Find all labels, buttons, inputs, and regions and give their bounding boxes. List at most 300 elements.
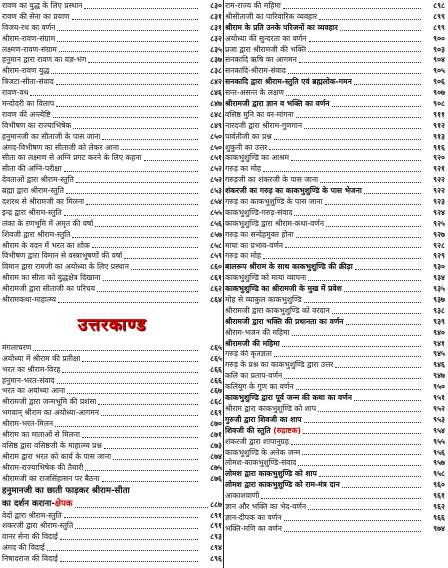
entry-title: कलि का प्रताप-वर्णन — [225, 371, 283, 381]
toc-row — [225, 448, 445, 459]
toc-row — [225, 66, 445, 77]
entry-title: श्रीरामजी द्वारा सीताजी का परिचय — [2, 284, 96, 294]
entry-title: आकाशवाणी — [225, 491, 260, 501]
toc-row — [2, 153, 222, 164]
leader-dots — [75, 528, 198, 529]
entry-title: वसिष्ठ मुनि का वर-मांगना — [225, 109, 294, 119]
entry-title: भक्ति-मणि का वर्णन — [225, 523, 282, 533]
toc-row — [2, 88, 222, 99]
entry-title: काकभुशुण्डि द्वारा श्रीराम-कथा-वर्णन — [225, 218, 325, 228]
toc-row — [2, 121, 222, 132]
toc-row — [225, 186, 445, 197]
page-number: ८९६ — [210, 554, 222, 564]
leader-dots — [131, 269, 198, 270]
page-number: ९२४ — [433, 207, 445, 217]
page-number: ९०७ — [433, 88, 445, 98]
entry-title: हनुमानजी का सीताजी के पास जाना — [2, 131, 101, 141]
entry-title: विमान द्वारा रामजी का अयोध्या के लिए प्रस्थान — [2, 262, 129, 272]
page-number: ८६७ — [210, 386, 222, 396]
toc-row — [2, 99, 222, 110]
entry-title: श्रीराम-राज्याभिषेक की तैयारी — [2, 462, 84, 472]
highlight-line2-text: का दर्शन कराना- — [2, 498, 55, 509]
entry-title: मन्दोदरी का विलाप — [2, 99, 55, 108]
page-number: ८८७ — [210, 499, 222, 509]
toc-row — [225, 524, 445, 535]
entry-title: शंकरजी द्वारा श्रीराम-स्तुति — [2, 521, 74, 531]
toc-row-stuti — [225, 426, 445, 437]
leader-dots — [86, 204, 198, 205]
leader-dots — [294, 215, 421, 216]
entry-title: लोमश द्वारा काकभुशुण्डि को राम-मंत्र दान — [225, 480, 340, 490]
leader-dots — [354, 400, 421, 401]
toc-row — [225, 121, 445, 132]
page-number: ८५४ — [210, 197, 222, 207]
page-number: ९२५ — [433, 218, 445, 228]
page-number: ९२८ — [433, 240, 445, 250]
page-number: ९५४ — [433, 425, 445, 435]
page-number: ८५७ — [210, 229, 222, 239]
leader-dots — [308, 51, 421, 52]
entry-title: अंगद की विदाई — [2, 543, 45, 553]
leader-dots — [55, 426, 198, 427]
page-number: ९२२ — [433, 186, 445, 196]
entry-title: शुकुनी का उत्तर — [225, 142, 268, 152]
leader-dots — [102, 481, 198, 482]
leader-dots — [296, 237, 421, 238]
toc-row — [225, 164, 445, 175]
entry-title: गरुड़जी का शंकरजी के पास जाना — [225, 175, 319, 185]
leader-dots — [284, 531, 421, 532]
entry-title: गरुड़ की कृतज्ञता — [225, 349, 272, 359]
page-number: ८७१ — [210, 430, 222, 440]
page-number: ९५० — [433, 382, 445, 392]
entry-title: वसिष्ठ द्वारा वसिष्ठजी के माहात्म्य प्रश्न — [2, 440, 102, 450]
page-number: ८३१ — [210, 22, 222, 32]
toc-row — [2, 208, 222, 219]
toc-row — [225, 328, 445, 339]
toc-row — [225, 437, 445, 448]
toc-row — [225, 208, 445, 219]
highlight-line1: हनुमानजी का छाती फाड़कर श्रीराम-सीता — [2, 485, 130, 496]
leader-dots — [326, 226, 421, 227]
page-number: ८७३ — [210, 440, 222, 450]
section-title — [2, 310, 222, 337]
page-number: ८६६ — [210, 375, 222, 385]
page-number: ९४७ — [433, 371, 445, 381]
leader-dots — [304, 422, 421, 423]
leader-dots — [282, 346, 421, 347]
page-number: ८९९ — [433, 11, 445, 21]
entry-title: गरुड़ का मोह — [225, 164, 262, 174]
page-number: ८४२ — [210, 77, 222, 87]
page-number: ८४७ — [210, 99, 222, 108]
toc-row — [2, 77, 222, 88]
page-number: ८३७ — [210, 55, 222, 65]
entry-title: विजय-रथ का वर्णन — [2, 22, 56, 32]
page-number: ८५९ — [210, 251, 222, 261]
entry-title: श्रीराम द्वारा काकभुशुण्डि को शाप — [225, 403, 317, 413]
toc-row — [225, 197, 445, 208]
leader-dots — [144, 160, 199, 161]
leader-dots — [320, 182, 421, 183]
entry-title: शिवजी द्वारा श्रीराम-स्तुति — [2, 229, 71, 239]
page-number: ९१६ — [433, 142, 445, 152]
page-number: ९३४ — [433, 273, 445, 283]
leader-dots — [296, 117, 421, 118]
toc-row — [2, 23, 222, 34]
entry-title: रावण-वध — [2, 88, 29, 98]
page-number: ९२३ — [433, 197, 445, 207]
leader-dots — [72, 19, 198, 20]
entry-title: श्रीरामकथा-माहात्म्य — [2, 295, 57, 305]
entry-title: रावण की अन्त्येष्टि — [2, 109, 51, 119]
entry-title: श्रीरामजी का राजसिंहासन पर बैठना — [2, 473, 100, 483]
page-number: ९४६ — [433, 360, 445, 370]
leader-dots — [92, 247, 198, 248]
page-number: ८७० — [210, 419, 222, 429]
toc-row — [2, 419, 222, 430]
toc-row — [2, 230, 222, 241]
entry-title: रावण का युद्ध के लिए प्रस्थान — [2, 1, 83, 10]
entry-title: विभीषण का राज्याभिषेक — [2, 120, 72, 130]
entry-title: प्रजा द्वारा श्रीरामजी की भक्ति — [225, 44, 307, 54]
leader-dots — [47, 550, 198, 551]
page-number: ९५३ — [433, 414, 445, 424]
entry-title: कलियुग के गुण का वर्णन — [225, 382, 294, 392]
leader-dots — [56, 84, 198, 85]
page-number: ९३९ — [433, 316, 445, 326]
toc-row — [2, 343, 222, 354]
leader-dots — [57, 41, 198, 42]
toc-row — [2, 387, 222, 398]
leader-dots — [124, 258, 198, 259]
leader-dots — [113, 459, 198, 460]
column-divider — [223, 0, 224, 568]
toc-row — [225, 284, 445, 295]
page-number: ८३१ — [210, 11, 222, 21]
entry-title: सीता की अग्नि-परीक्षा — [2, 164, 62, 174]
page-number: ९६० — [433, 480, 445, 490]
page-number: ९५५ — [433, 436, 445, 446]
toc-row — [225, 491, 445, 502]
page-number: ९३८ — [433, 305, 445, 315]
entry-title: बालरूप श्रीराम के साथ काकभुशुण्डि की क्रीड़ा — [225, 262, 353, 272]
page-number: ९३७ — [433, 295, 445, 305]
page-number: ८३८ — [210, 66, 222, 76]
entry-title: अयोध्या में श्रीराम की प्रतीक्षा — [2, 353, 81, 363]
entry-title: देवताओं द्वारा श्रीराम-स्तुति — [2, 175, 74, 185]
leader-dots — [342, 487, 421, 488]
leader-dots — [332, 313, 421, 314]
entry-title: दशरथ से श्रीरामजी का मिलना — [2, 197, 85, 207]
entry-title: सीता का लक्ष्मण से अग्नि प्रगट करने के लिए कहना — [2, 153, 142, 163]
page-number: ८६९ — [210, 408, 222, 418]
leader-dots — [308, 509, 421, 510]
toc-row — [225, 1, 445, 12]
entry-title: काकभुशुण्डि का श्रीरामजी के मुख में प्रवेश — [225, 284, 342, 294]
toc-row — [2, 474, 222, 485]
toc-row — [2, 110, 222, 121]
leader-dots — [298, 465, 421, 466]
leader-dots — [346, 324, 421, 325]
leader-dots — [64, 517, 198, 518]
leader-dots — [299, 62, 421, 63]
page-number: ९६१ — [433, 491, 445, 501]
entry-title: श्रीराम-रावण युद्ध — [2, 66, 50, 76]
entry-title: वेदों द्वारा श्रीराम-स्तुति — [2, 510, 62, 520]
page-number: ९०० — [433, 33, 445, 43]
entry-title: श्रीराम द्वारा भरत को कार्य के पास जाना — [2, 451, 112, 461]
toc-row — [2, 273, 222, 284]
toc-row — [2, 511, 222, 522]
leader-dots — [30, 95, 198, 96]
entry-title: इन्द्र द्वारा श्रीराम-स्तुति — [2, 207, 62, 217]
toc-row — [2, 554, 222, 565]
page-number: ८४९ — [210, 120, 222, 130]
toc-row — [225, 251, 445, 262]
leader-dots — [121, 149, 198, 150]
page-number: ८६० — [210, 262, 222, 272]
toc-row — [225, 339, 445, 350]
entry-title: ज्ञान और भक्ति का भेद-वर्णन — [225, 501, 307, 511]
leader-dots — [303, 433, 421, 434]
toc-row — [2, 354, 222, 365]
entry-title: श्रीराम का माताओं से मिलना — [2, 430, 80, 440]
leader-dots — [56, 106, 198, 107]
leader-dots — [354, 84, 421, 85]
leader-dots — [284, 378, 421, 379]
page-number: ९५७ — [433, 458, 445, 468]
page-number: ९२२ — [433, 175, 445, 185]
entry-title: श्रीराम-रावण-संग्राम — [2, 33, 56, 43]
toc-row — [225, 88, 445, 99]
toc-row — [225, 241, 445, 252]
page-number: ९७४ — [433, 523, 445, 533]
toc-row — [225, 99, 445, 110]
entry-title: श्रीराम-भजन की महिमा — [225, 327, 290, 337]
right-column — [225, 1, 445, 535]
page-number: ९२७ — [433, 229, 445, 239]
toc-row — [225, 458, 445, 469]
page-number: ८५३ — [210, 186, 222, 196]
toc-row — [225, 393, 445, 404]
toc-row — [225, 230, 445, 241]
entry-title: गुरुजी द्वारा शिवजी का शाप — [225, 414, 302, 424]
page-number: ९२० — [433, 153, 445, 163]
page-number: ८४८ — [210, 109, 222, 119]
toc-row — [2, 34, 222, 45]
toc-row — [2, 543, 222, 554]
toc-row — [2, 132, 222, 143]
entry-title: श्रीरामजी द्वारा जन्मभूमि की प्रशंसा — [2, 397, 97, 407]
page-number: ८३५ — [210, 44, 222, 54]
toc-row — [225, 219, 445, 230]
page-number: ८५१ — [210, 153, 222, 163]
page-number: ८६१ — [210, 273, 222, 283]
leader-dots — [274, 356, 421, 357]
toc-row — [225, 34, 445, 45]
toc-row — [2, 164, 222, 175]
leader-dots — [75, 507, 209, 508]
entry-title: मंगलाचरण — [2, 342, 32, 352]
toc-row — [2, 284, 222, 295]
toc-row — [225, 404, 445, 415]
toc-row — [2, 12, 222, 23]
entry-title: राम-राज्य की महिमा — [225, 1, 281, 10]
page-number: ९०५ — [433, 66, 445, 76]
toc-row — [2, 521, 222, 532]
entry-title: हनुमान-भरत-संवाद — [2, 375, 55, 385]
section-title-text: उत्तरकाण्ड — [77, 314, 147, 335]
leader-dots — [308, 280, 421, 281]
page-number: ९३५ — [433, 284, 445, 294]
toc-row — [2, 66, 222, 77]
toc-row — [225, 23, 445, 34]
toc-row — [2, 430, 222, 441]
entry-title: शंकरजी का गरुड़ का काकभुशुण्डि के पास भेजना — [225, 186, 362, 196]
page-number: ८६८ — [210, 397, 222, 407]
page-number: ८६४ — [210, 295, 222, 305]
entry-title: ब्रह्मा द्वारा श्रीराम-स्तुति — [2, 186, 64, 196]
leader-dots — [64, 171, 198, 172]
left-bottom-list — [2, 343, 222, 485]
right-top-list — [225, 1, 445, 426]
toc-row — [225, 306, 445, 317]
page-number: ९२९ — [433, 251, 445, 261]
leader-dots — [261, 498, 421, 499]
leader-dots — [73, 128, 198, 129]
toc-row — [225, 469, 445, 480]
page-number: ९१२ — [433, 120, 445, 130]
leader-dots — [82, 361, 198, 362]
entry-title: लोमश द्वारा काकभुशुण्डि को शाप — [225, 469, 317, 479]
toc-row — [225, 350, 445, 361]
page-number: ८७४ — [210, 451, 222, 461]
entry-title: भरत का श्रीराम-विरह — [2, 364, 61, 374]
page-number: ८९१ — [210, 510, 222, 520]
left-top-list — [2, 1, 222, 306]
entry-title: गरुड़ के प्रश्न का काकभुशुण्डि द्वारा उत्तर — [225, 360, 334, 370]
leader-dots — [98, 404, 198, 405]
entry-title: ज्ञान-दीपक का वर्णन — [225, 512, 282, 522]
toc-row — [225, 55, 445, 66]
entry-title: सनकादि-श्रीराम-संवाद — [225, 66, 286, 76]
leader-dots — [291, 160, 421, 161]
entry-title: लंका के रणभूमि में अमृत की वर्षा — [2, 218, 94, 228]
page-number: ९५८ — [433, 469, 445, 479]
toc-row — [2, 197, 222, 208]
entry-title: काकभुशुण्डि का आश्रम — [225, 153, 290, 163]
entry-title: शंकरजी द्वारा शापानुग्रह — [225, 436, 289, 446]
page-number: ९०८ — [433, 99, 445, 108]
leader-dots — [67, 393, 198, 394]
entry-title: नारदजी द्वारा श्रीराम-गुणगान — [225, 120, 303, 130]
entry-title: सनकादि ऋषि का आगमन — [225, 55, 297, 65]
page-number: ९४१ — [433, 338, 445, 348]
toc-row — [225, 360, 445, 371]
leader-dots — [95, 226, 198, 227]
leader-dots — [64, 215, 198, 216]
toc-row — [2, 408, 222, 419]
entry-title: लोमश-काकभुशुण्डि-संवाद — [225, 458, 297, 468]
leader-dots — [288, 73, 421, 74]
leader-dots — [344, 291, 421, 292]
page-number: ८५० — [210, 142, 222, 152]
toc-row — [2, 376, 222, 387]
page-number: ९६६ — [433, 512, 445, 522]
entry-title: हनुमान द्वारा रावण का यज्ञ-भंग — [2, 55, 87, 65]
entry-title: अंगद-विभीषण का सीताजी को लेकर आना — [2, 142, 119, 152]
leader-dots — [102, 139, 198, 140]
toc-row — [225, 143, 445, 154]
leader-dots — [319, 476, 421, 477]
page-number: ९११ — [433, 109, 445, 119]
page-number: ९६२ — [433, 501, 445, 511]
entry-title: श्रीसीताजी का पारिवारिक व्यवहार — [225, 11, 318, 21]
toc-row — [2, 241, 222, 252]
leader-dots — [51, 73, 198, 74]
leader-dots — [319, 19, 421, 20]
right-bottom-list — [225, 437, 445, 535]
left-column — [2, 1, 222, 565]
toc-row — [2, 295, 222, 306]
left-tail-list — [2, 511, 222, 565]
leader-dots — [85, 470, 198, 471]
entry-title: सन्त-असन्त के लक्षण — [225, 88, 284, 98]
toc-row — [225, 153, 445, 164]
toc-row — [2, 452, 222, 463]
page-number: ८५२ — [210, 175, 222, 185]
highlight-entry — [2, 485, 222, 511]
page-number: ८५२ — [210, 164, 222, 174]
page-number: ८५६ — [210, 218, 222, 228]
page-number: ९०६ — [433, 77, 445, 87]
leader-dots — [285, 247, 421, 248]
page-number: ८६२ — [210, 284, 222, 294]
page-number: ८४६ — [210, 88, 222, 98]
entry-title: विभीषण द्वारा विमान से वस्त्राभूषणों की वर्षा — [2, 251, 123, 261]
toc-row — [2, 365, 222, 376]
page-number: ९१३ — [433, 131, 445, 141]
toc-row — [2, 251, 222, 262]
leader-dots — [84, 8, 198, 9]
page-number: ८९९ — [433, 22, 445, 32]
leader-dots — [59, 51, 198, 52]
leader-dots — [364, 193, 421, 194]
toc-row — [2, 441, 222, 452]
stuti-tag: (रुद्राष्टक) — [273, 425, 302, 435]
page-number: ८९३ — [210, 532, 222, 542]
leader-dots — [284, 520, 422, 521]
leader-dots — [340, 30, 421, 31]
leader-dots — [101, 415, 198, 416]
toc-row — [225, 77, 445, 88]
leader-dots — [53, 117, 198, 118]
leader-dots — [104, 448, 198, 449]
leader-dots — [33, 350, 198, 351]
leader-dots — [291, 444, 421, 445]
toc-row — [2, 55, 222, 66]
page-number: ८६६ — [210, 364, 222, 374]
entry-title: रावण की सेना का प्रयाण — [2, 11, 70, 21]
entry-title: काकभुशुण्डि के अनेक जन्म — [225, 447, 301, 457]
page-number: ९५१ — [433, 393, 445, 403]
leader-dots — [62, 372, 198, 373]
leader-dots — [309, 41, 422, 42]
leader-dots — [286, 95, 421, 96]
toc-row — [225, 480, 445, 491]
leader-dots — [88, 62, 198, 63]
